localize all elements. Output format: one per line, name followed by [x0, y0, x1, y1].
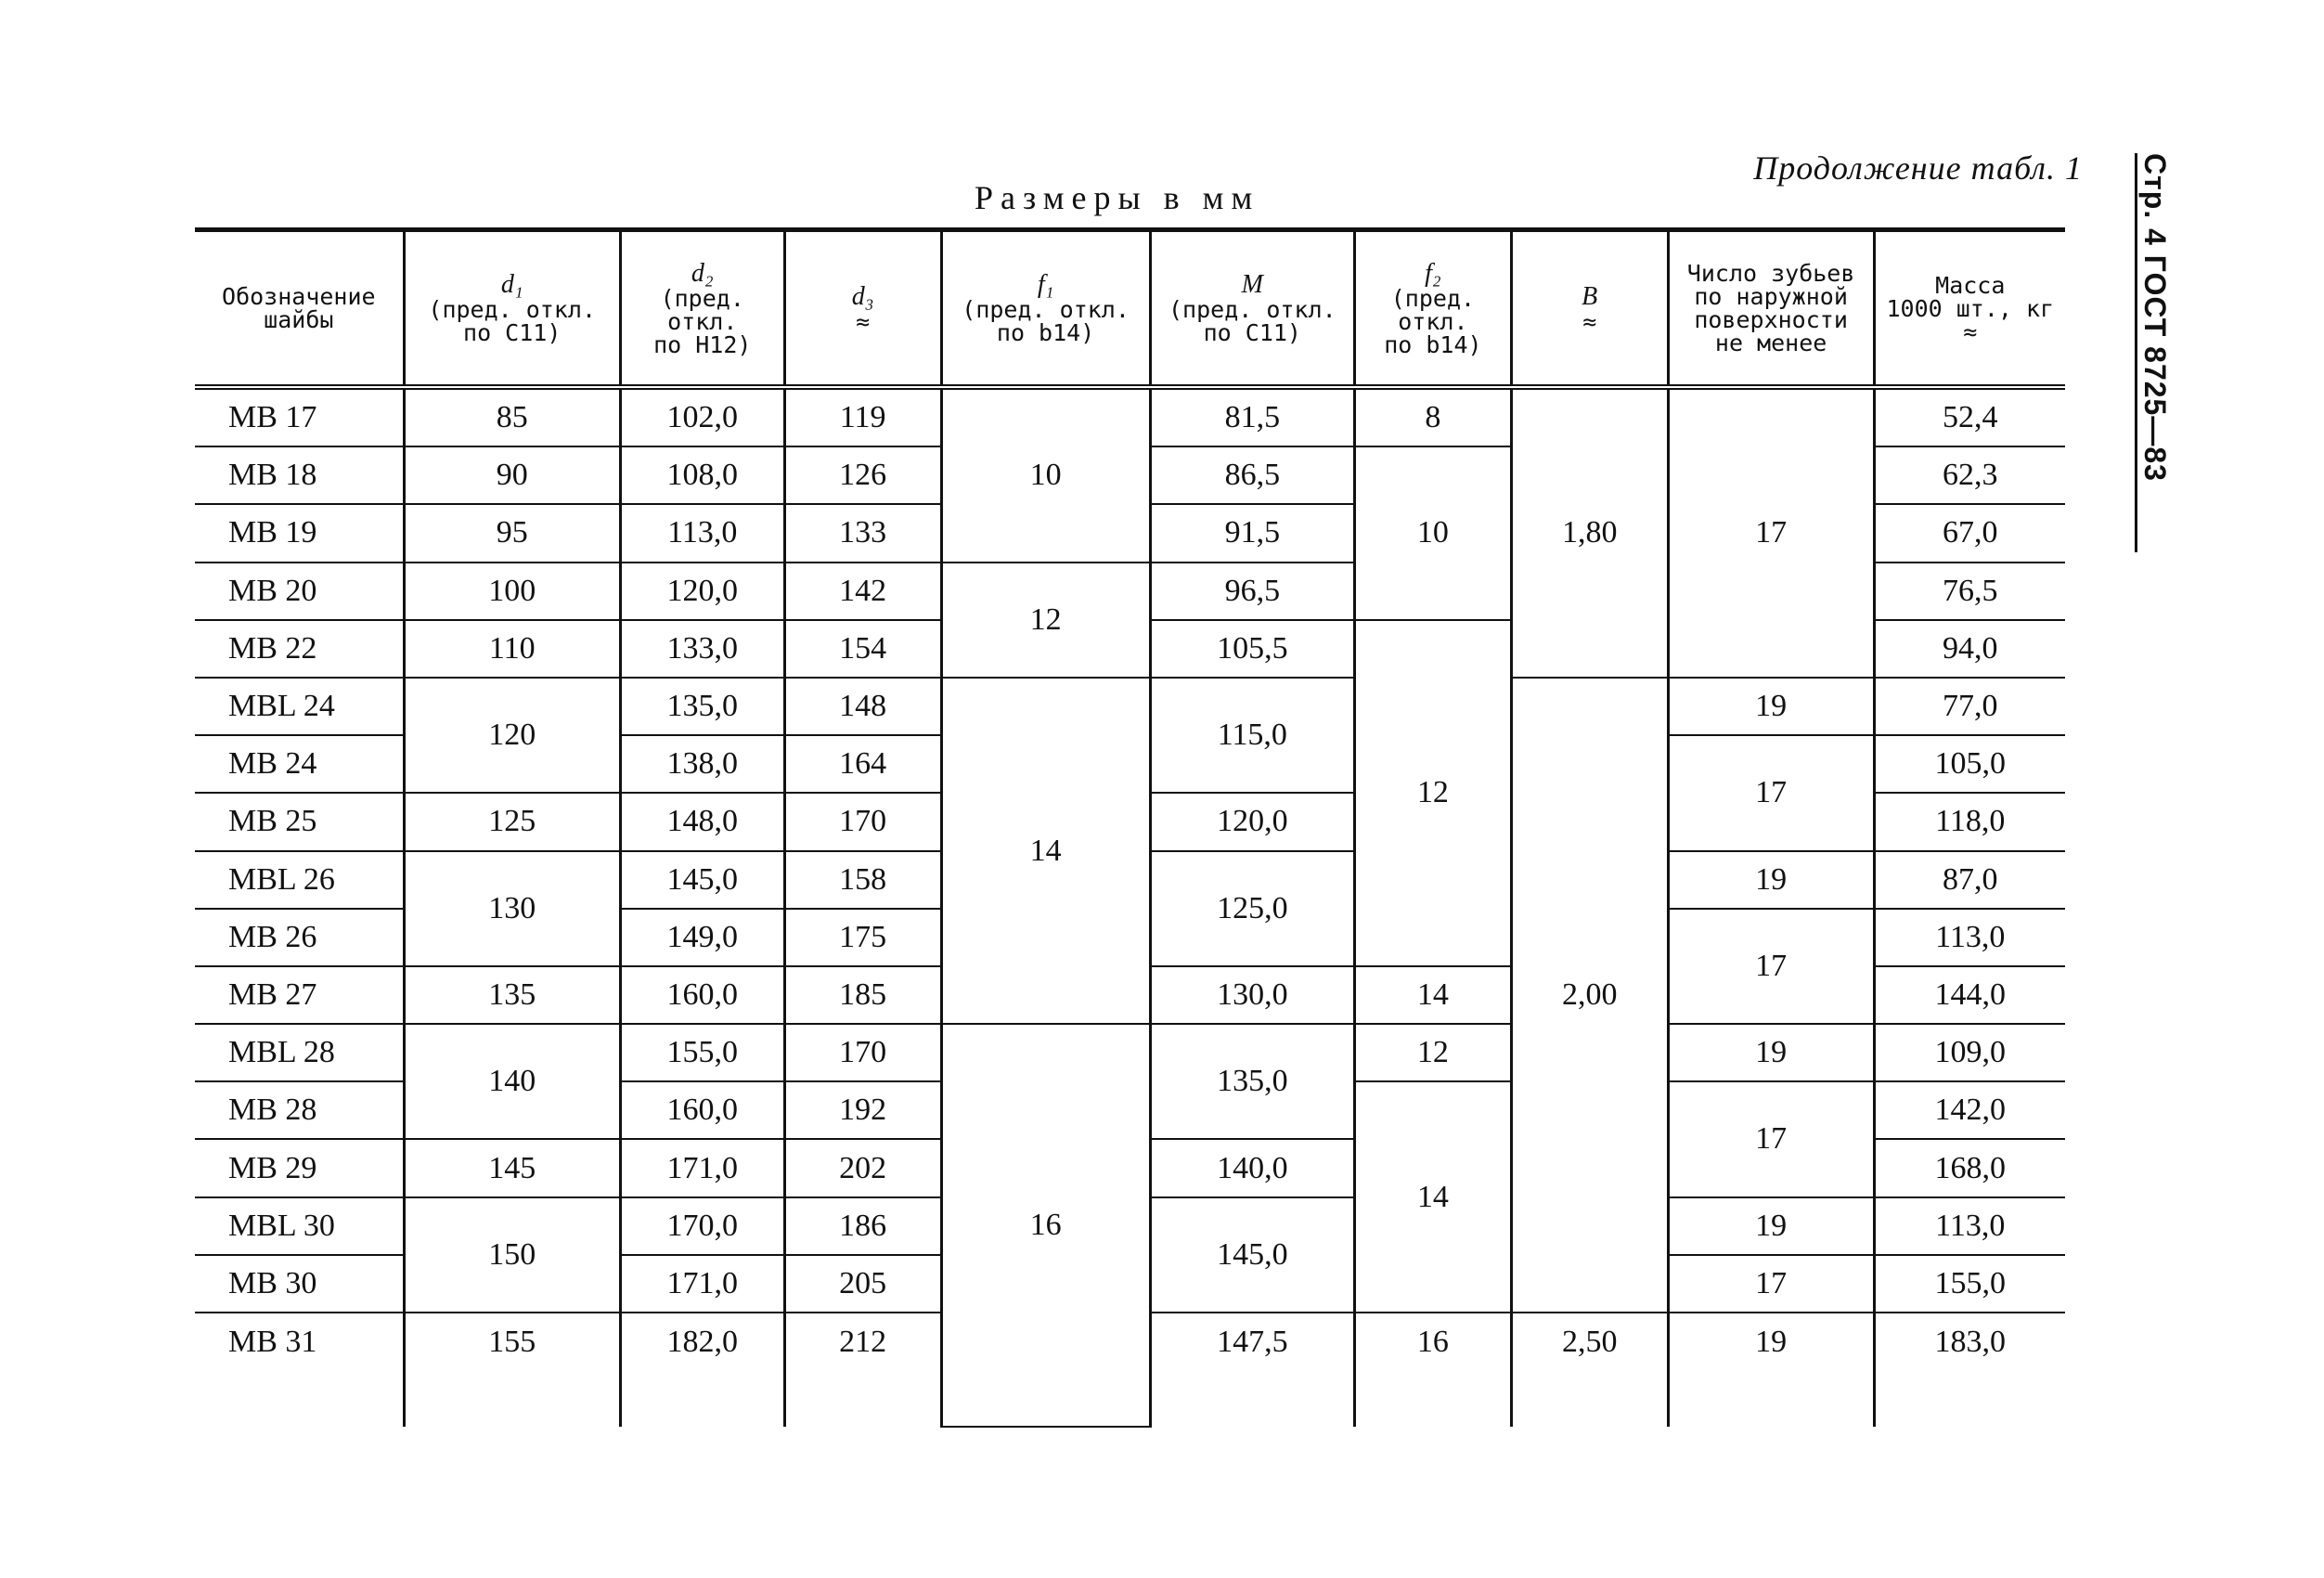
- table-cell: 212: [784, 1313, 941, 1427]
- page-reference: [2135, 153, 2190, 562]
- table-cell: 16: [1354, 1313, 1511, 1427]
- table-cell: 113,0: [620, 504, 784, 562]
- table-cell: MB 18: [195, 446, 404, 504]
- table-cell: 138,0: [620, 735, 784, 793]
- table-cell: 91,5: [1150, 504, 1354, 562]
- column-header-line: откл.: [1398, 307, 1468, 335]
- table-cell: 133,0: [620, 620, 784, 678]
- table-cell: 109,0: [1874, 1024, 2065, 1081]
- table-cell: MB 28: [195, 1081, 404, 1139]
- column-header: [1150, 230, 1354, 388]
- table-cell: 135: [404, 966, 620, 1024]
- table-cell: 120,0: [620, 563, 784, 620]
- table-cell: MB 27: [195, 966, 404, 1024]
- table-cell: 147,5: [1150, 1313, 1354, 1427]
- column-header-line: шайбы: [264, 306, 334, 333]
- table-cell: 120,0: [1150, 793, 1354, 850]
- column-header-line: ≈: [856, 307, 871, 335]
- table-cell: MB 24: [195, 735, 404, 793]
- column-header-line: (пред.: [660, 284, 744, 312]
- table-cell: MB 25: [195, 793, 404, 850]
- table-cell: 130,0: [1150, 966, 1354, 1024]
- column-header-line: (пред. откл.: [1168, 296, 1336, 323]
- table-cell: 90: [404, 446, 620, 504]
- table-cell: MB 20: [195, 563, 404, 620]
- table-cell: 160,0: [620, 1081, 784, 1139]
- table-cell: 81,5: [1150, 387, 1354, 446]
- table-cell: 17: [1668, 1081, 1874, 1196]
- table-cell: MB 22: [195, 620, 404, 678]
- table-cell: 87,0: [1874, 851, 2065, 909]
- table-cell: 142: [784, 563, 941, 620]
- table-cell: 171,0: [620, 1139, 784, 1196]
- table-cell: 142,0: [1874, 1081, 2065, 1139]
- table-cell: 168,0: [1874, 1139, 2065, 1196]
- table-cell: 182,0: [620, 1313, 784, 1427]
- table-row: [195, 678, 2065, 735]
- table-cell: 105,5: [1150, 620, 1354, 678]
- table-cell: MB 31: [228, 1325, 317, 1359]
- column-symbol: d₃: [851, 281, 874, 311]
- column-header-line: не менее: [1714, 330, 1827, 356]
- table-cell: 12: [941, 563, 1150, 678]
- column-header: [1668, 230, 1874, 388]
- column-header: [195, 230, 404, 388]
- table-cell: MBL 24: [195, 678, 404, 735]
- table-cell: 19: [1668, 678, 1874, 735]
- table-cell: 120: [404, 678, 620, 793]
- table-cell: 155,0: [1874, 1255, 2065, 1313]
- column-header-line: Число зубьев: [1686, 260, 1855, 287]
- table-cell: 125: [404, 793, 620, 850]
- table-cell: 164: [784, 735, 941, 793]
- table-cell: 95: [404, 504, 620, 562]
- table-cell: 17: [1668, 909, 1874, 1024]
- table-cell: 76,5: [1874, 563, 2065, 620]
- table-cell: 118,0: [1874, 793, 2065, 850]
- table-cell: 94,0: [1874, 620, 2065, 678]
- table-cell: 135,0: [1150, 1024, 1354, 1139]
- table-cell: 108,0: [620, 446, 784, 504]
- table-cell: MBL 26: [195, 851, 404, 909]
- table-cell: 100: [404, 563, 620, 620]
- column-header-line: откл.: [667, 307, 738, 335]
- table-cell: 149,0: [620, 909, 784, 966]
- table-cell: 183,0: [1874, 1313, 2065, 1427]
- table-cell: 186: [784, 1197, 941, 1255]
- table-cell: 2,00: [1511, 678, 1668, 1313]
- column-header-line: по C11): [1203, 319, 1301, 346]
- table-cell: 126: [784, 446, 941, 504]
- table-cell: 175: [784, 909, 941, 966]
- table-cell: 113,0: [1874, 909, 2065, 966]
- column-symbol: M: [1241, 270, 1263, 299]
- table-cell: 14: [941, 678, 1150, 1024]
- table-row: [195, 1024, 2065, 1081]
- table-cell: 192: [784, 1081, 941, 1139]
- column-header: [1874, 230, 2065, 388]
- header-row: [195, 230, 2065, 388]
- table-cell: 12: [1354, 620, 1511, 966]
- units-caption: Размеры в мм: [975, 179, 1260, 216]
- table-cell: 115,0: [1150, 678, 1354, 793]
- table-cell: 202: [784, 1139, 941, 1196]
- column-header: [1511, 230, 1668, 388]
- table-cell: 205: [784, 1255, 941, 1313]
- table-cell: 171,0: [620, 1255, 784, 1313]
- column-header-line: (пред. откл.: [428, 296, 597, 323]
- table-cell: 62,3: [1874, 446, 2065, 504]
- table-cell: 52,4: [1874, 387, 2065, 446]
- column-header-line: Обозначение: [222, 283, 376, 310]
- column-header-line: по b14): [1384, 330, 1482, 358]
- table-row: [195, 387, 2065, 446]
- table-cell: 14: [1354, 1081, 1511, 1313]
- column-header: [404, 230, 620, 388]
- table-cell: 17: [1668, 735, 1874, 850]
- column-header-line: 1000 шт., кг: [1886, 294, 2055, 322]
- table-cell: 1,80: [1511, 387, 1668, 678]
- table-cell: 85: [404, 387, 620, 446]
- table-cell: 19: [1668, 1313, 1874, 1427]
- table-cell: 133: [784, 504, 941, 562]
- table-cell: 170: [784, 1024, 941, 1081]
- table-cell: 148,0: [620, 793, 784, 850]
- table-cell: 67,0: [1874, 504, 2065, 562]
- table-cell: 185: [784, 966, 941, 1024]
- table-cell: 154: [784, 620, 941, 678]
- table-cell: 19: [1668, 851, 1874, 909]
- table-cell: 150: [404, 1197, 620, 1313]
- column-header-line: ≈: [1582, 307, 1597, 335]
- column-header-line: поверхности: [1694, 306, 1848, 333]
- table-cell: 19: [1668, 1024, 1874, 1081]
- column-header-line: по C11): [463, 319, 562, 346]
- table-cell: 145: [404, 1139, 620, 1196]
- column-header: [784, 230, 941, 388]
- table-cell: MB 19: [195, 504, 404, 562]
- table-cell: 105,0: [1874, 735, 2065, 793]
- table-cell: MB 26: [195, 909, 404, 966]
- table-cell: 19: [1668, 1197, 1874, 1255]
- table-cell: 160,0: [620, 966, 784, 1024]
- table-cell: 145,0: [1150, 1197, 1354, 1313]
- column-symbol: B: [1582, 281, 1598, 311]
- table-cell: MB 29: [195, 1139, 404, 1196]
- continuation-label: Продолжение табл. 1: [1753, 149, 2083, 187]
- table-cell: 86,5: [1150, 446, 1354, 504]
- table-cell: 102,0: [620, 387, 784, 446]
- column-header: [620, 230, 784, 388]
- table-cell: 17: [1668, 1255, 1874, 1313]
- column-symbol: d₂: [691, 258, 714, 288]
- column-header-line: ≈: [1963, 317, 1978, 345]
- table-cell: 8: [1354, 387, 1511, 446]
- table-cell: 14: [1354, 966, 1511, 1024]
- table-cell: MB 30: [195, 1255, 404, 1313]
- table-cell: 10: [1354, 446, 1511, 620]
- table-cell: 170,0: [620, 1197, 784, 1255]
- column-symbol: f₂: [1425, 258, 1441, 288]
- table-cell: 2,50: [1511, 1313, 1668, 1427]
- table-cell: 170: [784, 793, 941, 850]
- column-symbol: d₁: [500, 270, 523, 299]
- table-cell: 155,0: [620, 1024, 784, 1081]
- table-cell: MBL 30: [195, 1197, 404, 1255]
- table-cell: 155: [404, 1313, 620, 1427]
- table-cell: 130: [404, 851, 620, 966]
- table-cell: 144,0: [1874, 966, 2065, 1024]
- table-body: [195, 387, 2065, 1427]
- column-header-line: по b14): [996, 319, 1095, 346]
- table-cell: 140: [404, 1024, 620, 1139]
- column-header-line: (пред.: [1390, 284, 1476, 312]
- table-cell: 10: [941, 387, 1150, 563]
- table-cell: 158: [784, 851, 941, 909]
- column-header-line: по H12): [653, 330, 752, 358]
- washer-dimensions-table: [195, 227, 2065, 1428]
- column-symbol: f₁: [1037, 270, 1054, 299]
- standard-reference: Стр. 4 ГОСТ 8725—83: [2138, 153, 2172, 482]
- table-cell: 113,0: [1874, 1197, 2065, 1255]
- table-cell: 119: [784, 387, 941, 446]
- table-cell: 96,5: [1150, 563, 1354, 620]
- table-cell: 145,0: [620, 851, 784, 909]
- column-header: [1354, 230, 1511, 388]
- table-cell: 77,0: [1874, 678, 2065, 735]
- column-header-line: (пред. откл.: [962, 296, 1130, 323]
- table-cell: 148: [784, 678, 941, 735]
- table-cell: 135,0: [620, 678, 784, 735]
- table-cell: MBL 28: [195, 1024, 404, 1081]
- table-cell: 12: [1354, 1024, 1511, 1081]
- column-header: [941, 230, 1150, 388]
- table-cell: 140,0: [1150, 1139, 1354, 1196]
- table-cell: 16: [941, 1024, 1150, 1427]
- table-cell: MB 17: [195, 387, 404, 446]
- column-header-line: по наружной: [1694, 283, 1848, 310]
- column-header-line: Масса: [1935, 271, 2006, 299]
- table-cell: 110: [404, 620, 620, 678]
- table-cell: 17: [1668, 387, 1874, 678]
- table-cell: 125,0: [1150, 851, 1354, 966]
